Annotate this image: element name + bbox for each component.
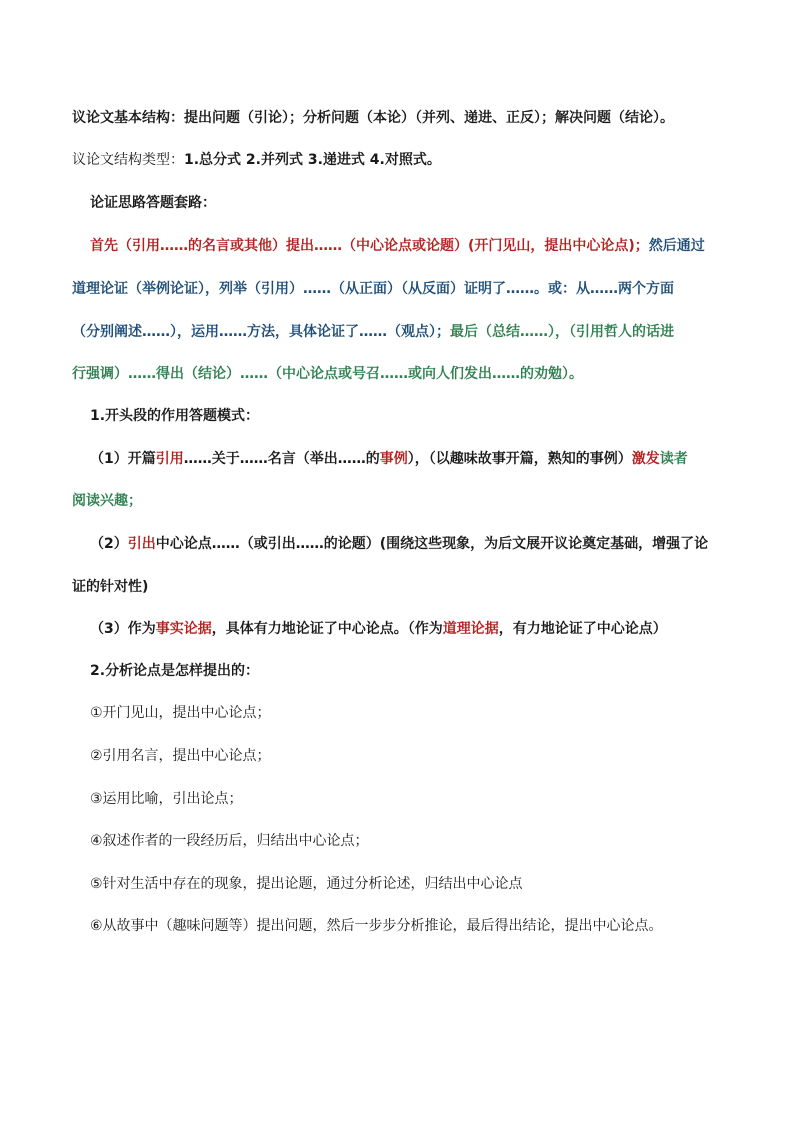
thesis-item-2-text: ②引用名言，提出中心论点； bbox=[90, 748, 271, 764]
thesis-heading bbox=[90, 661, 259, 681]
opening-item-2 bbox=[90, 534, 708, 554]
opening-item-1-continued bbox=[72, 491, 142, 511]
opening-item-2-continued bbox=[72, 577, 148, 597]
item-3-prefix: （3）作为 bbox=[90, 621, 156, 637]
reasoning-heading bbox=[90, 193, 216, 213]
thesis-item-4-text: ④叙述作者的一段经历后，归结出中心论点； bbox=[90, 833, 369, 849]
reasoning-paragraph-line-3 bbox=[72, 322, 674, 342]
thesis-item-4 bbox=[90, 831, 369, 851]
item-3-fact-keyword: 事实论据 bbox=[155, 621, 212, 637]
item-1-arouse-keyword: 激发 bbox=[631, 451, 660, 467]
thesis-item-3 bbox=[90, 789, 243, 809]
reasoning-paragraph-line-1 bbox=[90, 236, 705, 256]
reasoning-paragraph-line-4 bbox=[72, 364, 583, 384]
reasoning-finally-part: 最后（总结……），（引用哲人的话进 bbox=[450, 324, 674, 340]
item-1-continued-text: 阅读兴趣； bbox=[72, 493, 142, 509]
item-2-prefix: （2） bbox=[90, 536, 128, 552]
reasoning-line-4-text: 行强调）……得出（结论）……（中心论点或号召……或向人们发出……的劝勉）。 bbox=[72, 366, 583, 382]
thesis-item-6-text: ⑥从故事中（趣味问题等）提出问题，然后一步步分析推论，最后得出结论，提出中心论点。 bbox=[90, 918, 663, 934]
thesis-item-5 bbox=[90, 874, 523, 894]
item-3-reason-keyword: 道理论据 bbox=[442, 621, 499, 637]
thesis-heading-text: 2.分析论点是怎样提出的： bbox=[90, 663, 260, 679]
item-1-reader: 读者 bbox=[659, 451, 688, 467]
thesis-item-2 bbox=[90, 746, 271, 766]
reasoning-then-part: 然后通过 bbox=[648, 238, 705, 254]
structure-types-list: 1.总分式 2.并列式 3.递进式 4.对照式。 bbox=[184, 152, 441, 168]
reasoning-paragraph-line-2 bbox=[72, 279, 674, 299]
reasoning-heading-text: 论证思路答题套路： bbox=[90, 195, 216, 211]
thesis-item-5-text: ⑤针对生活中存在的现象，提出论题，通过分析论述，归结出中心论点 bbox=[90, 876, 523, 892]
basic-structure-line bbox=[72, 108, 674, 128]
reasoning-first-part: 首先（引用……的名言或其他）提出……（中心论点或论题）(开门见山，提出中心论点)； bbox=[90, 238, 649, 254]
item-3-mid: ，具体有力地论证了中心论点。（作为 bbox=[211, 621, 443, 637]
item-1-quote-keyword: 引用 bbox=[155, 451, 184, 467]
reasoning-method-part: （分别阐述……），运用……方法，具体论证了……（观点）； bbox=[72, 324, 450, 340]
thesis-item-1 bbox=[90, 703, 271, 723]
opening-heading-text: 1.开头段的作用答题模式： bbox=[90, 408, 260, 424]
basic-structure-text: 议论文基本结构：提出问题（引论）；分析问题（本论）（并列、递进、正反）；解决问题（结论）。 bbox=[72, 110, 674, 126]
item-2-lead-keyword: 引出 bbox=[127, 536, 156, 552]
opening-paragraph-heading bbox=[90, 406, 259, 426]
item-2-continued-text: 证的针对性) bbox=[72, 579, 149, 595]
item-1-story: ），（以趣味故事开篇，熟知的事例） bbox=[407, 451, 632, 467]
item-2-text: 中心论点……（或引出……的论题）(围绕这些现象，为后文展开议论奠定基础，增强了论 bbox=[155, 536, 709, 552]
thesis-item-1-text: ①开门见山，提出中心论点； bbox=[90, 705, 271, 721]
structure-types-line bbox=[72, 150, 441, 170]
item-1-mid: ……关于……名言（举出……的 bbox=[183, 451, 380, 467]
reasoning-line-2-text: 道理论证（举例论证），列举（引用）……（从正面）（从反面）证明了……。或：从……两个方面 bbox=[72, 281, 674, 297]
opening-item-1 bbox=[90, 449, 688, 469]
structure-types-label: 议论文结构类型： bbox=[72, 152, 184, 168]
item-1-prefix: （1）开篇 bbox=[90, 451, 156, 467]
thesis-item-6 bbox=[90, 916, 663, 936]
item-3-end: ，有力地论证了中心论点） bbox=[498, 621, 667, 637]
opening-item-3 bbox=[90, 619, 667, 639]
thesis-item-3-text: ③运用比喻，引出论点； bbox=[90, 791, 243, 807]
item-1-example-keyword: 事例 bbox=[379, 451, 408, 467]
